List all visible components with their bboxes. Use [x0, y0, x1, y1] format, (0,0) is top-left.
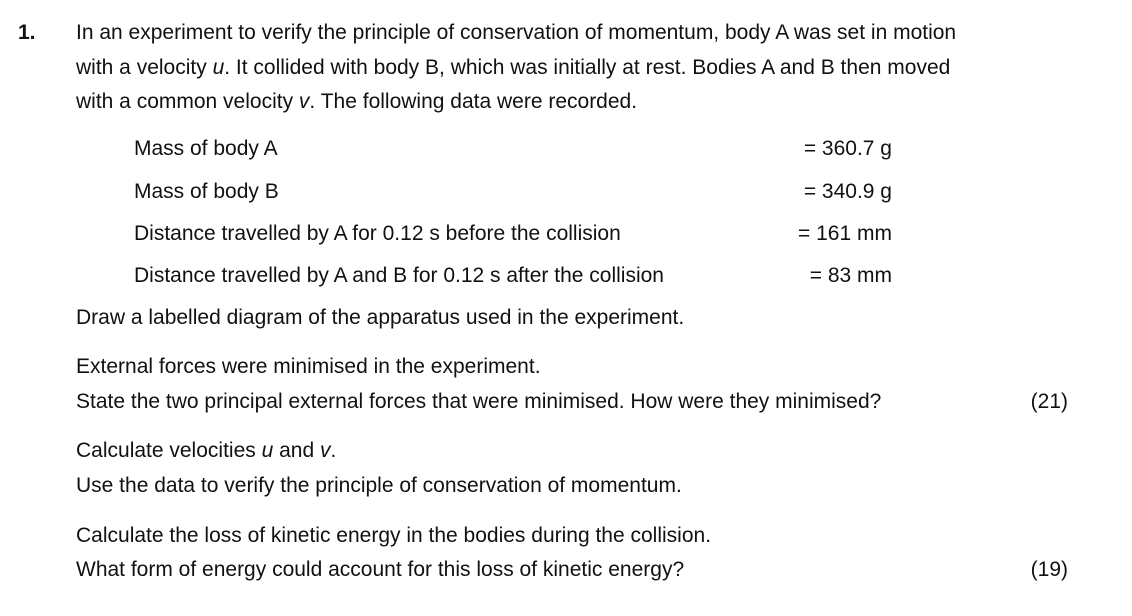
- intro-line-2: [76, 57, 950, 78]
- symbol-u: u: [261, 439, 274, 462]
- data-row-label: Distance travelled by A and B for 0.12 s after the collision: [134, 264, 664, 287]
- calculate-velocities: [76, 440, 336, 461]
- verify-instruction: Use the data to verify the principle of conservation of momentum.: [76, 474, 682, 497]
- data-row-value: = 360.7 g: [803, 137, 892, 160]
- intro-line-1-text: In an experiment to verify the principle of conservation of momentum, body A was set in motion: [76, 21, 957, 44]
- state-forces-question: State the two principal external forces that were minimised. How were they minimised?: [76, 390, 882, 413]
- data-row-label: Distance travelled by A for 0.12 s before the collision: [134, 222, 621, 245]
- external-forces-statement: External forces were minimised in the experiment.: [76, 355, 541, 378]
- symbol-u: u: [212, 56, 225, 79]
- ke-loss-instruction: Calculate the loss of kinetic energy in the bodies during the collision.: [76, 524, 712, 547]
- intro-line-2-text-a: with a velocity: [76, 56, 213, 79]
- draw-instruction: Draw a labelled diagram of the apparatus used in the experiment.: [76, 306, 685, 329]
- intro-line-3-text-b: . The following data were recorded.: [309, 90, 638, 113]
- data-row-value: = 340.9 g: [803, 180, 892, 203]
- intro-line-1: [76, 22, 956, 43]
- energy-form-question: What form of energy could account for this loss of kinetic energy?: [76, 558, 685, 581]
- calc-and: and: [273, 439, 320, 462]
- data-row-label: Mass of body B: [134, 180, 279, 203]
- calc-period: .: [330, 439, 337, 462]
- symbol-v: v: [298, 90, 310, 113]
- intro-line-3: [76, 91, 637, 112]
- symbol-v: v: [320, 439, 331, 462]
- data-row-value: = 161 mm: [798, 222, 892, 245]
- data-row-value: = 83 mm: [809, 264, 892, 287]
- marks-part-c: (19): [1030, 558, 1068, 581]
- calc-prefix: Calculate velocities: [76, 439, 262, 462]
- data-row-label: Mass of body A: [134, 137, 278, 160]
- intro-line-3-text-a: with a common velocity: [76, 90, 299, 113]
- marks-part-a: (21): [1030, 390, 1068, 413]
- intro-line-2-text-b: . It collided with body B, which was initially at rest. Bodies A and B then moved: [224, 56, 951, 79]
- question-number: 1.: [18, 21, 36, 44]
